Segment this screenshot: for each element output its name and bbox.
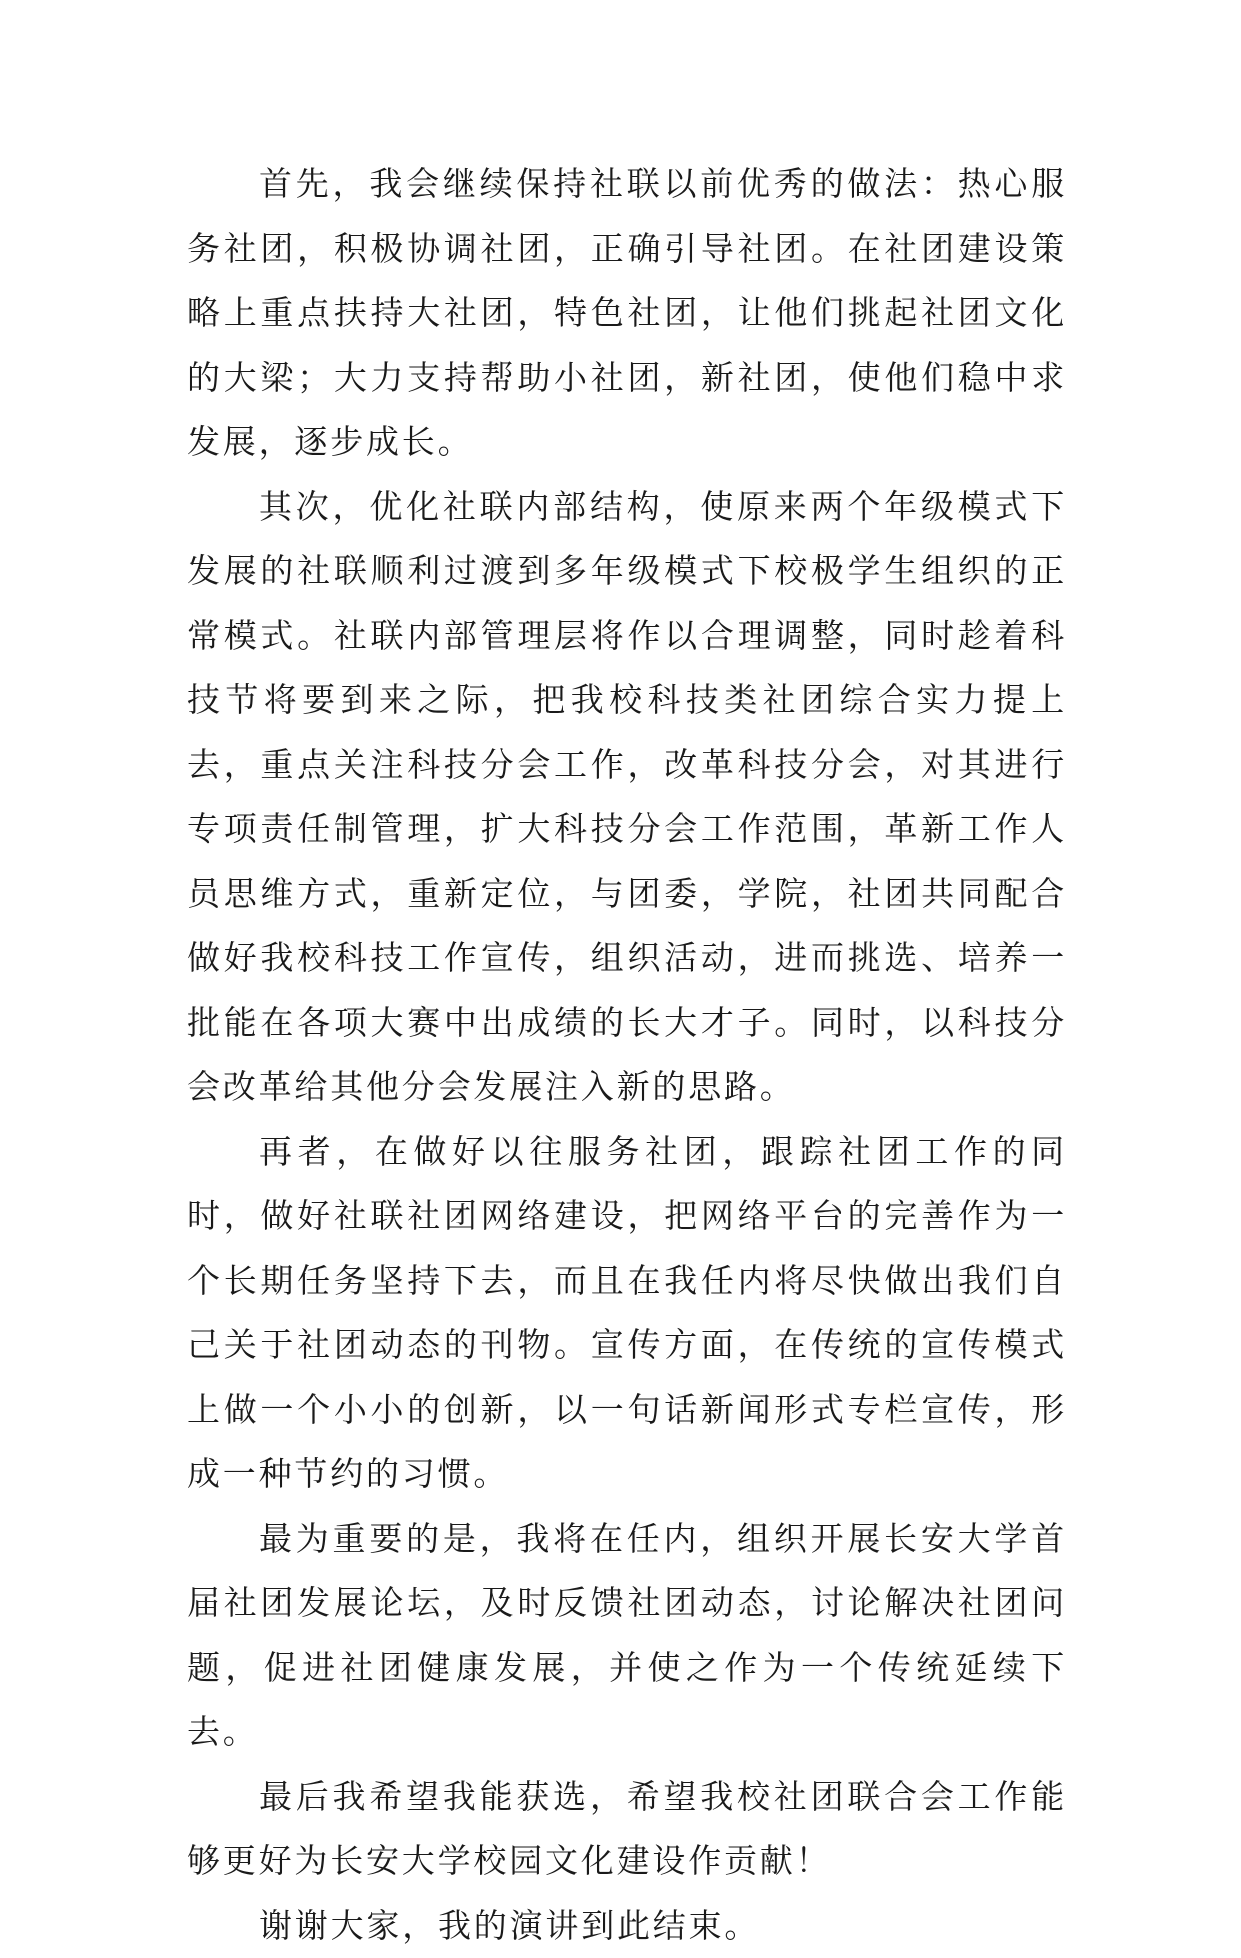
- paragraph-2: 其次，优化社联内部结构，使原来两个年级模式下发展的社联顺利过渡到多年级模式下校极学生组织的正常模式。社联内部管理层将作以合理调整，同时趁着科技节将要到来之际，把我校科技类社团综合实力提上去，重点关注科技分会工作，改革科技分会，对其进行专项责任制管理，扩大科技分会工作范围，革新工作人员思维方式，重新定位，与团委，学院，社团共同配合做好我校科技工作宣传，组织活动，进而挑选、培养一批能在各项大赛中出成绩的长大才子。同时，以科技分会改革给其他分会发展注入新的思路。: [187, 475, 1067, 1120]
- paragraph-6: 谢谢大家，我的演讲到此结束。: [187, 1894, 1067, 1958]
- paragraph-1: 首先，我会继续保持社联以前优秀的做法：热心服务社团，积极协调社团，正确引导社团。在社团建设策略上重点扶持大社团，特色社团，让他们挑起社团文化的大梁；大力支持帮助小社团，新社团，使他们稳中求发展，逐步成长。: [187, 152, 1067, 475]
- paragraph-3: 再者，在做好以往服务社团，跟踪社团工作的同时，做好社联社团网络建设，把网络平台的完善作为一个长期任务坚持下去，而且在我任内将尽快做出我们自己关于社团动态的刊物。宣传方面，在传统的宣传模式上做一个小小的创新，以一句话新闻形式专栏宣传，形成一种节约的习惯。: [187, 1120, 1067, 1507]
- speech-body: [187, 152, 1067, 1958]
- paragraph-5: 最后我希望我能获选，希望我校社团联合会工作能够更好为长安大学校园文化建设作贡献！: [187, 1765, 1067, 1894]
- paragraph-4: 最为重要的是，我将在任内，组织开展长安大学首届社团发展论坛，及时反馈社团动态，讨论解决社团问题，促进社团健康发展，并使之作为一个传统延续下去。: [187, 1507, 1067, 1765]
